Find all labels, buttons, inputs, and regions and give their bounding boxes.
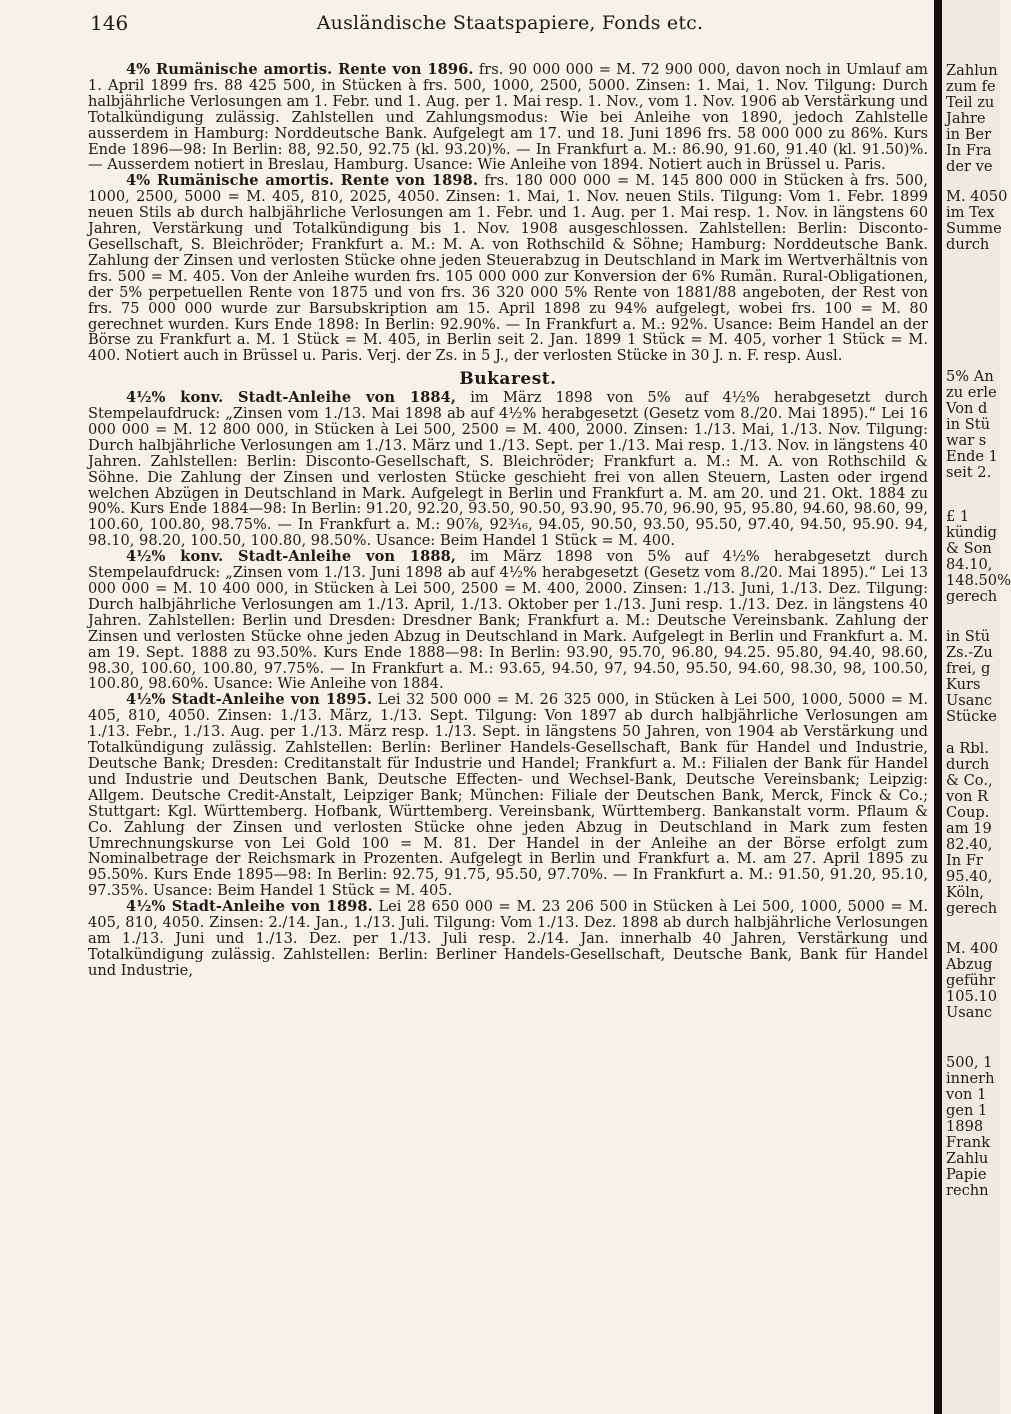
entry-title: 4½% Stadt-Anleihe von 1895.	[125, 691, 373, 709]
entry-body: Lei 32 500 000 = M. 26 325 000, in Stücken à Lei 500, 1000, 5000 = M. 405, 810, 4050. Zinsen: 1./13. März, 1./13. Sept. Tilgung: Von 1897 ab durch halbjährliche Verlosungen am 1./13. Febr., 1./13. Aug. per 1./13. März resp. 1./13. Sept. in längstens 50 Jahren, von 1904 ab Verstärkung und Totalkündigung zulässig. Zahlstellen: Berlin: Berliner Handels-Gesellschaft, Bank für Handel und Industrie, Deutsche Bank; Dresden: Creditanstalt für Industrie und Handel; Frankfurt a. M.: Filialen der Bank für Handel und Industrie und Deutschen Bank, Deutsche Effecten- und Wechsel-Bank, Deutsche Vereinsbank; Leipzig: Allgem. Deutsche Credit-Anstalt, Leipziger Bank; München: Filiale der Deutschen Bank, Merck, Finck & Co.; Stuttgart: Kgl. Württemberg. Hofbank, Württemberg. Vereinsbank, Württemberg. Bankanstalt vorm. Pflaum & Co. Zahlung der Zinsen und verlosten Stücke ohne jeden Abzug in Deutschland in Mark zum festen Umrechnungskurse von Lei Gold 100 = M. 81. Der Handel in der Anleihe an der Börse erfolgt zum Nominalbetrage der Reichsmark in Prozenten. Aufgelegt in Berlin und Frankfurt a. M. am 27. April 1895 zu 95.50%. Kurs Ende 1895—98: In Berlin: 92.75, 91.75, 95.50, 97.70%. — In Frankfurt a. M.: 91.50, 91.20, 95.10, 97.35%. Usance: Beim Handel 1 Stück = M. 405.	[88, 691, 929, 900]
fragment-line: von R	[946, 788, 989, 805]
entry-rumaenische-rente-1896	[88, 62, 928, 173]
entry-body: frs. 180 000 000 = M. 145 800 000 in Stücken à frs. 500, 1000, 2500, 5000 = M. 405, 810, 2025, 4050. Zinsen: 1. Mai, 1. Nov. neuen Stils. Tilgung: Vom 1. Febr. 1899 neuen Stils ab durch halbjährliche Verlosungen am 1. Febr. und 1. Aug. per 1. Mai resp. 1. Nov. in längstens 60 Jahren, Verstärkung und Totalkündigung bis 1. Nov. 1908 ausgeschlossen. Zahlstellen: Berlin: Disconto-Gesellschaft, S. Bleichröder; Frankfurt a. M.: M. A. von Rothschild & Söhne; Hamburg: Norddeutsche Bank. Zahlung der Zinsen und verlosten Stücke ohne jeden Steuerabzug in Deutschland in Mark im Wertverhältnis von frs. 500 = M. 405. Von der Anleihe wurden frs. 105 000 000 zur Konversion der 6% Rumän. Rural-Obligationen, der 5% perpetuellen Rente von 1875 und von frs. 36 320 000 5% Rente von 1881/88 angeboten, der Rest von frs. 75 000 000 wurde zur Barsubskription am 15. April 1898 zu 94% aufgelegt, wobei frs. 100 = M. 80 gerechnet wurden. Kurs Ende 1898: In Berlin: 92.90%. — In Frankfurt a. M.: 92%. Usance: Beim Handel an der Börse zu Frankfurt a. M. 1 Stück = M. 405, in Berlin seit 2. Jan. 1899 1 Stück = M. 405, vorher 1 Stück = M. 400. Notiert auch in Brüssel u. Paris. Verj. der Zs. in 5 J., der verlosten Stücke in 30 J. n. F. resp. Ausl.	[88, 172, 928, 365]
fragment-line: Abzug	[946, 956, 993, 973]
page-header	[90, 8, 930, 38]
fragment-line: Usanc	[946, 692, 993, 709]
fragment-line: gen 1	[946, 1102, 988, 1119]
fragment-line: gerech	[946, 900, 998, 917]
fragment-line: M. 4050	[946, 188, 1008, 205]
fragment-line: Papie	[946, 1166, 987, 1183]
fragment-line: Von d	[946, 400, 988, 417]
fragment-line: 82.40,	[946, 836, 993, 853]
fragment-line: der ve	[946, 158, 993, 175]
entry-body: Lei 28 650 000 = M. 23 206 500 in Stücken à Lei 500, 1000, 5000 = M. 405, 810, 4050. Zinsen: 2./14. Jan., 1./13. Juli. Tilgung: Vom 1./13. Dez. 1898 ab durch halbjährliche Verlosungen am 1./13. Juni und 1./13. Dez. per 1./13. Juli resp. 2./14. Jan. innerhalb 40 Jahren, Verstärkung und Totalkündigung zulässig. Zahlstellen: Berlin: Berliner Handels-Gesellschaft, Deutsche Bank, Bank für Handel und Industrie,	[88, 898, 928, 979]
fragment-line: Zs.-Zu	[946, 644, 993, 661]
fragment-line: 500, 1	[946, 1054, 993, 1071]
fragment-line: In Fra	[946, 142, 992, 159]
fragment-line: rechn	[946, 1182, 989, 1199]
fragment-line: 5% An	[946, 368, 994, 385]
fragment-line: im Tex	[946, 204, 995, 221]
fragment-line: seit 2.	[946, 464, 992, 481]
entry-title: 4½% konv. Stadt-Anleihe von 1884,	[125, 389, 457, 407]
adjacent-page-fragment	[942, 0, 1011, 1414]
fragment-line: 84.10,	[946, 556, 993, 573]
fragment-line: & Co.,	[946, 772, 993, 789]
fragment-line: Coup.	[946, 804, 990, 821]
fragment-line: gerech	[946, 588, 998, 605]
fragment-line: Kurs	[946, 676, 981, 693]
entry-stadt-anleihe-1884	[88, 390, 928, 549]
entry-rumaenische-rente-1898	[88, 173, 928, 364]
fragment-line: 1898	[946, 1118, 984, 1135]
fragment-line: Teil zu	[946, 94, 995, 111]
entry-title: 4½% Stadt-Anleihe von 1898.	[125, 898, 373, 916]
fragment-line: M. 400	[946, 940, 999, 957]
fragment-line: war s	[946, 432, 987, 449]
fragment-line: Usanc	[946, 1004, 993, 1021]
fragment-line: & Son	[946, 540, 992, 557]
fragment-line: geführ	[946, 972, 996, 989]
fragment-line: Frank	[946, 1134, 991, 1151]
fragment-line: in Stü	[946, 416, 990, 433]
fragment-line: frei, g	[946, 660, 991, 677]
fragment-line: Zahlun	[946, 62, 998, 79]
fragment-line: Ende 1	[946, 448, 998, 465]
fragment-line: a Rbl.	[946, 740, 989, 757]
fragment-line: von 1	[946, 1086, 987, 1103]
fragment-line: durch	[946, 236, 990, 253]
entry-body: im März 1898 von 5% auf 4½% herabgesetzt durch Stempelaufdruck: „Zinsen vom 1./13. Mai 1898 ab auf 4½% herabgesetzt (Gesetz vom 8./20. Mai 1895).“ Lei 16 000 000 = M. 12 800 000, in Stücken à Lei 500, 2500 = M. 400, 2000. Zinsen: 1./13. Mai, 1./13. Nov. Tilgung: Durch halbjährliche Verlosungen am 1./13. März und 1./13. Sept. per 1./13. Mai resp. 1./13. Nov. in längstens 40 Jahren. Zahlstellen: Berlin: Disconto-Gesellschaft, S. Bleichröder; Frankfurt a. M.: M. A. von Rothschild & Söhne. Die Zahlung der Zinsen und verlosten Stücke geschieht frei von allen Steuern, Lasten oder irgend welchen Abzügen in Deutschland in Mark. Aufgelegt in Berlin und Frankfurt a. M. am 20. und 21. Okt. 1884 zu 90%. Kurs Ende 1884—98: In Berlin: 91.20, 92.20, 93.50, 90.50, 93.90, 95.70, 96.90, 95, 95.80, 94.60, 98.60, 99, 100.60, 100.80, 98.75%. — In Frankfurt a. M.: 90⅞, 92³⁄₁₆, 94.05, 90.50, 93.50, 95.50, 97.40, 94.50, 95.90. 94, 98.10, 98.20, 100.50, 100.80, 98.50%. Usance: Beim Handel 1 Stück = M. 400.	[88, 389, 929, 550]
page-number: 146	[90, 11, 129, 35]
entry-stadt-anleihe-1888	[88, 549, 928, 692]
page-gutter-shadow	[934, 0, 942, 1414]
entry-title: 4½% konv. Stadt-Anleihe von 1888,	[125, 548, 457, 566]
fragment-line: Stücke	[946, 708, 997, 725]
fragment-line: zum fe	[946, 78, 996, 95]
entry-body: frs. 90 000 000 = M. 72 900 000, davon noch in Umlauf am 1. April 1899 frs. 88 425 500, in Stücken à frs. 500, 1000, 2500, 5000. Zinsen: 1. Mai, 1. Nov. Tilgung: Durch halbjährliche Verlosungen am 1. Febr. und 1. Aug. per 1. Mai resp. 1. Nov., vom 1. Nov. 1906 ab Verstärkung und Totalkündigung zulässig. Zahlstellen und Zahlungsmodus: Wie bei Anleihe von 1890, jedoch Zahlstelle ausserdem in Hamburg: Norddeutsche Bank. Aufgelegt am 17. und 18. Juni 1896 frs. 58 000 000 zu 86%. Kurs Ende 1896—98: In Berlin: 88, 92.50, 92.75 (kl. 93.20)%. — In Frankfurt a. M.: 86.90, 91.60, 91.40 (kl. 91.50)%. — Ausserdem notiert in Breslau, Hamburg. Usance: Wie Anleihe von 1894. Notiert auch in Brüssel u. Paris.	[88, 61, 929, 174]
fragment-line: kündig	[946, 524, 997, 541]
fragment-line: in Stü	[946, 628, 990, 645]
fragment-line: innerh	[946, 1070, 995, 1087]
fragment-line: 95.40,	[946, 868, 993, 885]
section-heading-bukarest: Bukarest.	[459, 369, 557, 390]
fragment-line: durch	[946, 756, 990, 773]
entry-title: 4% Rumänische amortis. Rente von 1898.	[125, 172, 479, 190]
fragment-line: am 19	[946, 820, 992, 837]
fragment-line: Jahre	[946, 110, 986, 127]
fragment-line: 148.50%	[946, 572, 1011, 589]
fragment-line: Summe	[946, 220, 1002, 237]
fragment-line: 105.10	[946, 988, 998, 1005]
entry-stadt-anleihe-1895	[88, 692, 928, 899]
fragment-line: Köln,	[946, 884, 985, 901]
fragment-line: in Ber	[946, 126, 992, 143]
running-title: Ausländische Staatspapiere, Fonds etc.	[316, 12, 704, 34]
fragment-line: Zahlu	[946, 1150, 989, 1167]
entry-title: 4% Rumänische amortis. Rente von 1896.	[125, 61, 474, 78]
entry-stadt-anleihe-1898	[88, 899, 928, 979]
fragment-line: zu erle	[946, 384, 997, 401]
fragment-line: £ 1	[946, 508, 970, 525]
entry-body: im März 1898 von 5% auf 4½% herabgesetzt durch Stempelaufdruck: „Zinsen vom 1./13. Juni 1898 ab auf 4½% herabgesetzt (Gesetz vom 8./20. Mai 1895).“ Lei 13 000 000 = M. 10 400 000, in Stücken à Lei 500, 2500 = M. 400, 2000. Zinsen: 1./13. Juni, 1./13. Dez. Tilgung: Durch halbjährliche Verlosungen am 1./13. April, 1./13. Oktober per 1./13. Juni resp. 1./13. Dez. in längstens 40 Jahren. Zahlstellen: Berlin und Dresden: Dresdner Bank; Frankfurt a. M.: Deutsche Vereinsbank. Zahlung der Zinsen und verlosten Stücke ohne jeden Abzug in Deutschland in Mark. Aufgelegt in Berlin und Frankfurt a. M. am 19. Sept. 1888 zu 93.50%. Kurs Ende 1888—98: In Berlin: 93.90, 95.70, 96.80, 94.25. 95.80, 94.40, 98.60, 98.30, 100.60, 100.80, 97.75%. — In Frankfurt a. M.: 93.65, 94.50, 97, 94.50, 95.50, 94.60, 98.30, 98, 100.50, 100.80, 98.60%. Usance: Wie Anleihe von 1884.	[88, 548, 929, 693]
main-text-column	[88, 62, 928, 979]
fragment-line: In Fr	[946, 852, 983, 869]
